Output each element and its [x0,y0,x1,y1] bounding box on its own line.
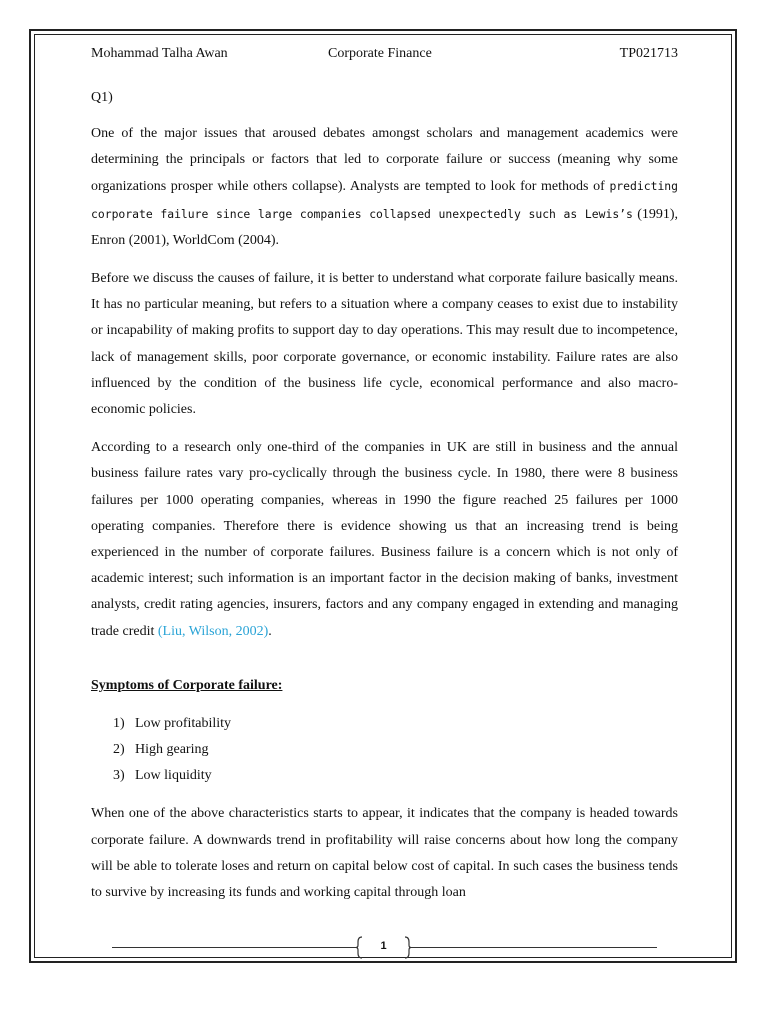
page-content [91,41,678,906]
footer-rule-right [411,947,657,948]
paragraph-intro-end: (1991), Enron (2001), WorldCom (2004). [91,206,679,248]
paragraph-characteristics: When one of the above characteristics starts to appear, it indicates that the company is headed towards corporate failure. A downwards trend in profitability will raise concerns about how long the company will be able to tolerate loses and return on capital below cost of capital. In such cases the business tends to survive by increasing its funds and working capital through loan [91,806,678,901]
paragraph-intro-mono-line: predicting corporate failure since large companies collapsed unexpectedly such as Lewis’s [91,179,679,221]
paragraph-definition: Before we discuss the causes of failure, it is better to understand what corporate failure basically means. It has no particular meaning, but refers to a situation where a company ceases to exist due to instability or incapability of making profits to support day to day operations. This may result due to incompetence, lack of management skills, poor corporate governance, or economic instability. Failure rates are also influenced by the condition of the business life cycle, economical performance and also macro-economic policies. [91,271,678,418]
paragraph-intro-text: One of the major issues that aroused debates amongst scholars and management academics were determining the principals or factors that led to corporate failure or success (meaning why some organizations prosper while others collapse). Analysts are tempted to look for methods of [91,126,678,195]
symptoms-list [91,711,678,790]
header-author: Mohammad Talha Awan [91,46,228,61]
list-item-number: 2) [113,742,125,758]
list-item-number: 3) [113,768,125,784]
list-item-text: Low liquidity [135,768,212,784]
list-item-number: 1) [113,715,125,731]
header-student-id: TP021713 [619,46,678,61]
footer-rule-left [112,947,356,948]
citation-link[interactable]: (Liu, Wilson, 2002) [157,623,269,639]
list-item [91,711,678,737]
paragraph-intro [91,121,678,254]
list-item [91,763,678,789]
question-label: Q1) [91,90,113,105]
list-item-text: Low profitability [135,715,232,731]
page-number: 1 [380,940,387,952]
paragraph-research [91,435,678,645]
paragraph-research-text: According to a research only one-third of the companies in UK are still in business and the annual business failure rates vary pro-cyclically through the business cycle. In 1980, there were 8 business failures per 1000 operating companies, whereas in 1990 the figure reached 25 failures per 1000 operating companies. Therefore there is evidence showing us that an increasing trend is being experienced in the number of corporate failures. Business failure is a concern which is not only of academic interest; such information is an important factor in the decision making of banks, investment analysts, credit rating agencies, insurers, factors and any company engaged in extending and managing trade credit [91,440,678,639]
list-item-text: High gearing [135,742,209,758]
section-title: Symptoms of Corporate failure: [91,677,283,693]
header-subject: Corporate Finance [328,46,432,61]
page-header [91,41,678,67]
page-number-box [356,935,411,960]
paragraph-research-end: . [268,623,272,639]
list-item [91,737,678,763]
